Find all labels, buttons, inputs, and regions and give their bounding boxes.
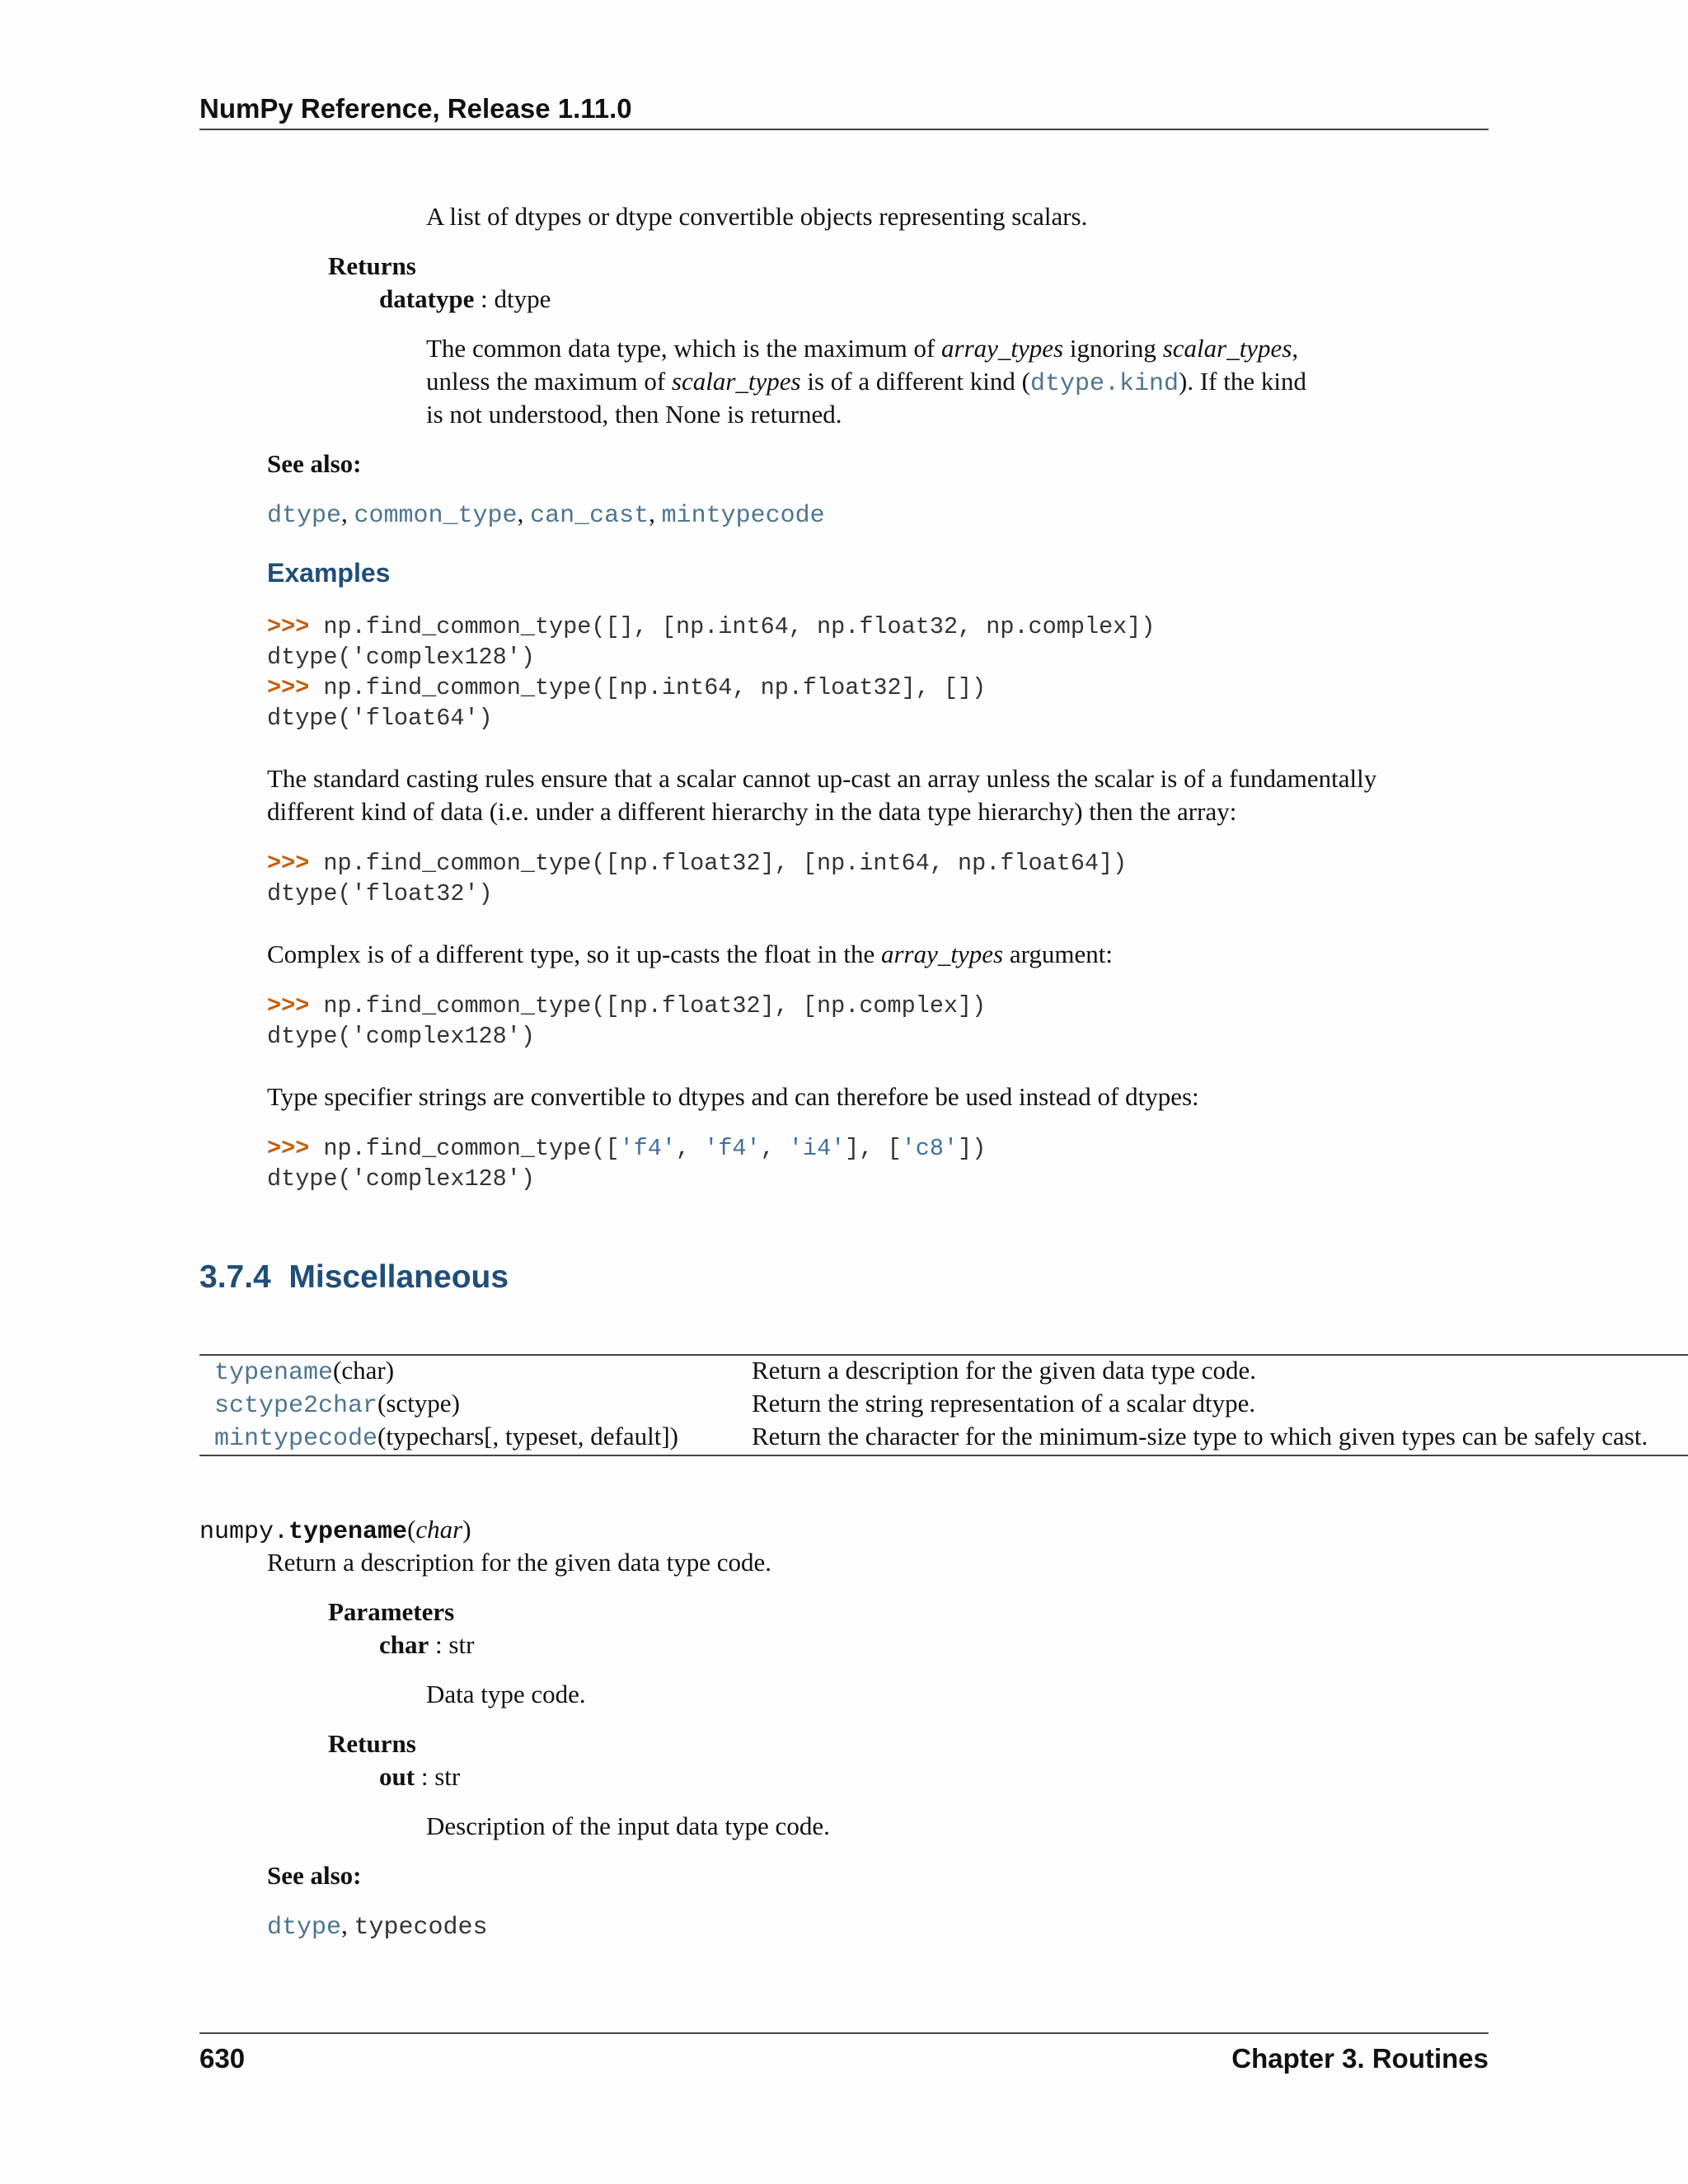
table-desc: Return the character for the minimum-size type to which given types can be safely cast. — [752, 1422, 1648, 1451]
text-fragment: argument: — [1003, 940, 1113, 968]
module-prefix: numpy. — [199, 1518, 289, 1546]
typename-link[interactable]: typename — [214, 1359, 334, 1387]
return-desc-line1 — [426, 332, 1298, 365]
param-type: str — [448, 1630, 475, 1659]
return-description: Description of the input data type code. — [426, 1811, 830, 1840]
table-row — [214, 1387, 460, 1422]
table-bottom-rule — [199, 1455, 1688, 1456]
see-also-link-dtype[interactable]: dtype — [267, 502, 342, 530]
code-line — [267, 612, 1155, 642]
header-rule — [199, 129, 1489, 130]
prompt: >>> — [267, 850, 310, 877]
param-description: Data type code. — [426, 1680, 586, 1708]
string-literal: 'i4' — [788, 1135, 846, 1162]
emphasis: scalar_types — [1162, 334, 1292, 363]
code-text: , — [676, 1135, 705, 1162]
code-line — [267, 848, 1127, 879]
paren: ) — [462, 1515, 471, 1544]
return-type: str — [434, 1762, 461, 1791]
text-fragment: ). If the kind — [1179, 367, 1306, 396]
table-row — [214, 1420, 678, 1455]
parameters-heading: Parameters — [328, 1597, 455, 1626]
string-literal: 'f4' — [619, 1135, 676, 1162]
running-header: NumPy Reference, Release 1.11.0 — [199, 93, 632, 124]
table-args: (typechars[, typeset, default]) — [377, 1422, 678, 1451]
return-type: dtype — [494, 284, 551, 313]
code-text: np.find_common_type([], [np.int64, np.float32, np.complex]) — [309, 613, 1156, 640]
see-also-link-can-cast[interactable]: can_cast — [530, 502, 649, 530]
section-number: 3.7.4 — [199, 1259, 271, 1295]
table-desc: Return a description for the given data type code. — [752, 1356, 1257, 1385]
separator: , — [649, 499, 662, 527]
separator: , — [341, 499, 354, 527]
returns-heading: Returns — [328, 251, 416, 280]
code-text: np.find_common_type([np.float32], [np.int64, np.float64]) — [309, 850, 1128, 877]
function-signature — [199, 1513, 471, 1549]
code-line — [267, 673, 986, 703]
chapter-title: Chapter 3. Routines — [1231, 2043, 1489, 2074]
text-fragment: is of a different kind ( — [800, 367, 1030, 396]
paren: ( — [407, 1515, 416, 1544]
param-signature — [379, 1629, 474, 1661]
code-output: dtype('complex128') — [267, 1023, 535, 1050]
paragraph: The standard casting rules ensure that a scalar cannot up-cast an array unless the scalar is of a fundamentally — [267, 764, 1377, 793]
section-heading — [199, 1261, 509, 1294]
return-sep: : — [415, 1762, 435, 1791]
param-description: A list of dtypes or dtype convertible objects representing scalars. — [426, 202, 1088, 231]
code-output: dtype('complex128') — [267, 1165, 535, 1193]
code-line — [267, 1133, 986, 1164]
code-output: dtype('complex128') — [267, 644, 535, 671]
return-name: datatype — [379, 284, 475, 313]
section-title: Miscellaneous — [288, 1259, 509, 1295]
page-number: 630 — [199, 2043, 246, 2074]
return-desc-line3: is not understood, then None is returned. — [426, 400, 842, 429]
returns-heading: Returns — [328, 1729, 416, 1758]
prompt: >>> — [267, 1135, 310, 1162]
see-also-links — [267, 497, 825, 532]
see-also-links — [267, 1909, 488, 1944]
return-signature — [379, 283, 551, 316]
emphasis: scalar_types — [671, 367, 801, 396]
paragraph: different kind of data (i.e. under a different hierarchy in the data type hierarchy) then the array: — [267, 797, 1237, 826]
code-output: dtype('float32') — [267, 880, 493, 907]
table-desc: Return the string representation of a scalar dtype. — [752, 1389, 1256, 1418]
code-text: np.find_common_type([ — [309, 1135, 620, 1162]
see-also-link-mintypecode[interactable]: mintypecode — [661, 502, 825, 530]
code-line — [267, 991, 986, 1021]
code-text: np.find_common_type([np.float32], [np.complex]) — [309, 992, 987, 1019]
code-text: ], [ — [845, 1135, 902, 1162]
code-output: dtype('float64') — [267, 705, 493, 732]
paragraph: Type specifier strings are convertible to dtypes and can therefore be used instead of dtypes: — [267, 1082, 1199, 1111]
see-also-heading: See also: — [267, 1861, 362, 1890]
prompt: >>> — [267, 992, 310, 1019]
mintypecode-link[interactable]: mintypecode — [214, 1425, 378, 1453]
code-text: , — [760, 1135, 789, 1162]
emphasis: array_types — [941, 334, 1064, 363]
footer-rule — [199, 2032, 1489, 2034]
see-also-link-dtype[interactable]: dtype — [267, 1914, 342, 1942]
table-args: (sctype) — [377, 1389, 460, 1418]
code-text: np.find_common_type([np.int64, np.float32], []) — [309, 674, 987, 701]
string-literal: 'c8' — [901, 1135, 959, 1162]
return-desc-line2 — [426, 365, 1306, 401]
text-fragment: The common data type, which is the maximum of — [426, 334, 942, 363]
sctype2char-link[interactable]: sctype2char — [214, 1392, 378, 1420]
text-fragment: Complex is of a different type, so it up-casts the float in the — [267, 940, 881, 968]
see-also-link-common-type[interactable]: common_type — [354, 502, 518, 530]
emphasis: array_types — [880, 940, 1004, 968]
dtype-kind-link[interactable]: dtype.kind — [1029, 370, 1179, 398]
see-also-typecodes: typecodes — [354, 1914, 488, 1942]
param-sep: : — [429, 1630, 449, 1659]
separator: , — [341, 1910, 354, 1939]
separator: , — [517, 499, 531, 527]
text-fragment: unless the maximum of — [426, 367, 672, 396]
return-sep: : — [474, 284, 495, 313]
prompt: >>> — [267, 613, 310, 640]
return-signature — [379, 1760, 460, 1793]
paragraph — [267, 938, 1113, 971]
function-name: typename — [288, 1518, 408, 1546]
text-fragment: ignoring — [1063, 334, 1163, 363]
examples-heading: Examples — [267, 558, 391, 588]
return-name: out — [379, 1762, 415, 1791]
prompt: >>> — [267, 674, 310, 701]
param-name: char — [379, 1630, 429, 1659]
string-literal: 'f4' — [704, 1135, 761, 1162]
function-summary: Return a description for the given data type code. — [267, 1548, 772, 1577]
text-fragment: , — [1292, 334, 1299, 363]
table-row — [214, 1354, 394, 1390]
function-arg: char — [415, 1515, 463, 1544]
code-text: ]) — [958, 1135, 987, 1162]
see-also-heading: See also: — [267, 449, 362, 478]
table-args: (char) — [333, 1356, 395, 1385]
